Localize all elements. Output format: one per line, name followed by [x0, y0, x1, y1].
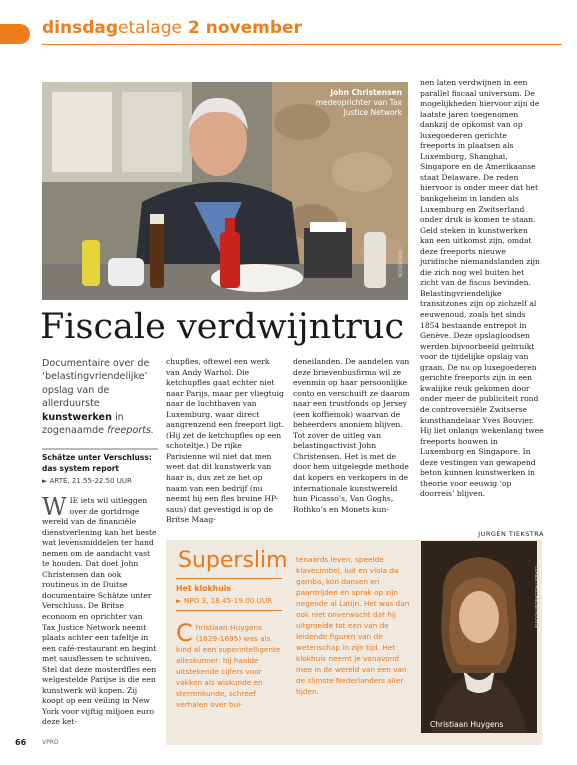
intro-text-2: in zogenaamde — [42, 411, 124, 437]
section-tab-marker — [0, 24, 30, 44]
program-name: Schätze unter Verschluss: das system report — [42, 453, 152, 473]
program-schedule-text: ARTE, 21.55-22.50 UUR — [49, 477, 132, 485]
portrait-christiaan-huygens — [421, 541, 537, 733]
sidebar-schedule-text: NPO 3, 18.45-19.00 UUR — [183, 596, 273, 605]
article-column-4: nen laten verdwijnen in een parallel fiscaal universum. De mogelijkheden hiervoor zijn de laatste jaren toegenomen dankzij de opkomst van op luxegoederen gerichte freeports in plaatsen als Luxemburg, Shanghai, Singapore en de Amerikaanse staat Delaware. De reden hiervoor is onder meer dat het bankgeheim in landen als Luxemburg en Zwitserland onder druk is komen te staan. Geld steken in kunstwerken kan een uitkomst zijn, omdat deze freeports nieuwe juridische niemandslanden zijn die zich nog wel buiten het zicht van de fiscus bevinden. Belastingvriendelijke transitzones zijn op zichzelf al eeuwenoud, zoals het sinds 1854 bestaande entrepot in Genève. Deze opslagloodsen werden bijvoorbeeld gebruikt voor de tijdelijke opslag van graan. De nu op luxegoederen gerichte freeports zijn in een kwalijke reuk gekomen door onder meer de publiciteit rond de controversiële Zwitserse kunsthandelaar Yves Bouvier. Hij liet onlangs wekenlang twee freeports bouwen in Luxemburg en Singapore. In deze vestingen van gewapend beton kunnen kunstwerken in theorie voor eeuwig ‘op doorreis’ blijven. — [420, 78, 544, 499]
sidebar-rule — [176, 578, 282, 579]
portrait-credit: CORBIS / HOLLANDSE HOOGTE — [534, 566, 539, 629]
portrait-caption: Christiaan Huygens — [430, 720, 504, 729]
sidebar-title: Superslim — [178, 548, 288, 573]
play-arrow-icon: ► — [42, 477, 48, 485]
sidebar-program-name: Het klokhuis — [176, 584, 232, 593]
sidebar-rule-2 — [176, 610, 282, 611]
article-column-1 — [42, 493, 158, 728]
article-intro — [42, 357, 158, 437]
sidebar-dropcap: C — [176, 619, 193, 647]
section-name-bold: dinsdag — [42, 18, 119, 38]
article-dropcap: W — [42, 493, 67, 521]
article-author: JURGEN TIEKSTRA — [478, 530, 544, 538]
page-number: 66 — [15, 738, 27, 747]
article-headline: Fiscale verdwijntruc — [40, 307, 405, 347]
section-header — [42, 18, 302, 38]
intro-italic: freeports. — [107, 425, 154, 437]
caption-role: medeoprichter van Tax Justice Network — [315, 98, 402, 117]
intro-text-1: Documentaire over de ‘belastingvriendelijke’ opslag van de allerduurste — [42, 358, 150, 410]
photo-caption — [300, 88, 402, 118]
section-name-light: etalage — [118, 18, 182, 38]
article-column-3: deneilanden. De aandelen van deze brievenbusfirma wil ze evenmin op haar persoonlijke conto en verschuift ze daarom naar een trustfonds op Jersey (een koffiemok) waarvan de beheerders anoniem blijven. Tot zover de uitleg van belastingactivist John Christensen. Het is met de door hem uitgelegde methode dat kopers en verkopers in de internationale kunstwereld hun Picasso’s, Van Goghs, Rothko’s en Monets kun- — [293, 357, 410, 514]
header-rule — [42, 44, 562, 45]
article-col1-text: IE iets wil uitleggen over de gortdroge wereld van de financiële dienstverlening kan het beste wat levensmiddelen ter hand nemen om de aandacht vast te houden. Dat doet John Christensen dan ook routineus in de Duitse documentaire Schätze unter Verschluss. De Britse econoom en oprichter van Tax Justice Network neemt plaats achter een tafeltje in een café-restaurant en begint met sausflessen te schuiven. Stel dat deze mosterdfles een welgestelde Parijse is die een kunstwerk wil kopen. Zij koopt op een veiling in New York voor vijftig miljoen euro deze ket- — [42, 496, 157, 727]
portrait-image — [421, 541, 537, 733]
magazine-logo: VPRO — [42, 739, 59, 746]
header-date: 2 november — [187, 18, 302, 38]
sidebar-column-2: tenaards leven, speelde klavecimbel, luit en viola da gamba, kon dansen en paardrijden en sprak op zijn negende al Latijn. Het was dan ook niet onverwacht dat hij uitgroeide tot een van de leidende figuren van de wetenschap in zijn tijd. Het klokhuis neemt je vanavond mee in de wereld van een van de slimste Nederlanders aller tijden. — [296, 555, 410, 696]
article-column-2: chupfles, oftewel een werk van Andy Warhol. Die ketchupfles gaat echter niet naar Parijs, maar per vliegtuig naar de luchthaven van Luxemburg, waar direct aangrenzend een freeport ligt. (Hij zet de ketchupfles op een schoteltje.) De rijke Parisienne wil niet dat men weet dat dit kunstwerk van haar is, dus zet ze het op naam van een bedrijf (nu neemt hij een fles bruine HP-saus) dat gevestigd is op de Britse Maag- — [166, 357, 284, 525]
sidebar-column-1 — [176, 619, 288, 710]
sidebar-schedule — [176, 596, 272, 605]
program-schedule — [42, 476, 158, 487]
photo-credit: MOODBOARD — [398, 250, 403, 278]
caption-name: John Christensen — [330, 88, 402, 97]
sidebar-col1-text: hristiaan Huygens (1629-1695) was als kind al een superintelligente alleskunner: hij haalde uitstekende cijfers voor vakken als wiskunde en sterrenkunde, schreef verhalen over bui- — [176, 623, 281, 709]
play-arrow-icon: ► — [176, 596, 182, 605]
program-info — [42, 448, 158, 487]
intro-bold: kunstwerken — [42, 411, 112, 423]
